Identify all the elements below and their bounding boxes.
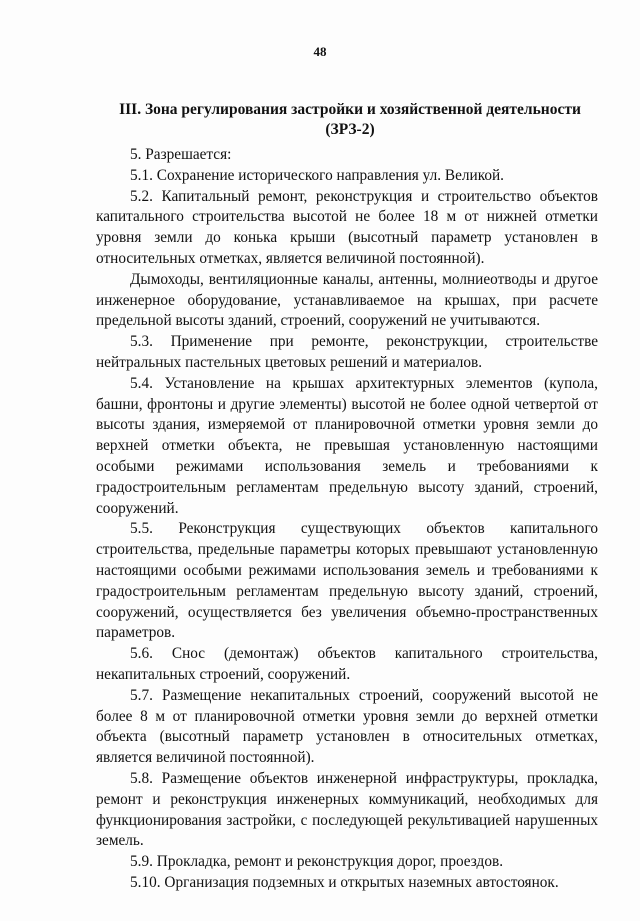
paragraph-5-1: 5.1. Сохранение исторического направления ул. Великой. — [130, 166, 505, 184]
paragraph-5-4: 5.4. Установление на крышах архитектурных элементов (купола, башни, фронтоны и другие элементы) высотой не более одной четвертой от высоты здания, измеряемой от планировочной отметки уровня земли до верхней отметки объекта, не превышая установленную настоящими особыми режимами использования земель и требованиями к градостроительным регламентам предельную высоту зданий, строений, сооружений. — [96, 374, 598, 517]
section-heading-line2: (ЗРЗ-2) — [325, 121, 375, 138]
page-number: 48 — [313, 44, 327, 59]
paragraph-5-8: 5.8. Размещение объектов инженерной инфраструктуры, прокладка, ремонт и реконструкция инженерных коммуникаций, необходимых для функционирования застройки, с последующей рекультивацией нарушенных земель. — [96, 769, 598, 850]
paragraph-5-2: 5.2. Капитальный ремонт, реконструкция и строительство объектов капитального строительства высотой не более 18 м от нижней отметки уровня земли до конька крыши (высотный параметр установлен в относительных отметках, является величиной постоянной). — [96, 187, 598, 267]
paragraph-5-10: 5.10. Организация подземных и открытых наземных автостоянок. — [130, 873, 559, 891]
paragraph-5-2-note: Дымоходы, вентиляционные каналы, антенны, молниеотводы и другое инженерное оборудование, устанавливаемое на крышах, при расчете предельной высоты зданий, строений, сооружений не учитываются. — [96, 270, 598, 330]
paragraph-5-7: 5.7. Размещение некапитальных строений, сооружений высотой не более 8 м от планировочной отметки уровня земли до верхней отметки объекта (высотный параметр установлен в относительных отметках, является величиной постоянной). — [96, 686, 598, 767]
paragraph-5-6: 5.6. Снос (демонтаж) объектов капитального строительства, некапитальных строений, сооружений. — [96, 645, 598, 683]
section-heading — [100, 100, 600, 140]
document-body — [96, 145, 598, 894]
section-heading-line1: III. Зона регулирования застройки и хозяйственной деятельности — [119, 101, 581, 118]
paragraph-5-5: 5.5. Реконструкция существующих объектов капитального строительства, предельные параметры которых превышают установленную настоящими особыми режимами использования земель и требованиями к градостроительным регламентам предельную высоту зданий, строений, сооружений, осуществляется без увеличения объемно-пространственных параметров. — [96, 520, 598, 642]
paragraph-5: 5. Разрешается: — [130, 146, 232, 163]
paragraph-5-3: 5.3. Применение при ремонте, реконструкции, строительстве нейтральных пастельных цветовых решений и материалов. — [96, 333, 598, 371]
paragraph-5-9: 5.9. Прокладка, ремонт и реконструкция дорог, проездов. — [130, 853, 504, 871]
